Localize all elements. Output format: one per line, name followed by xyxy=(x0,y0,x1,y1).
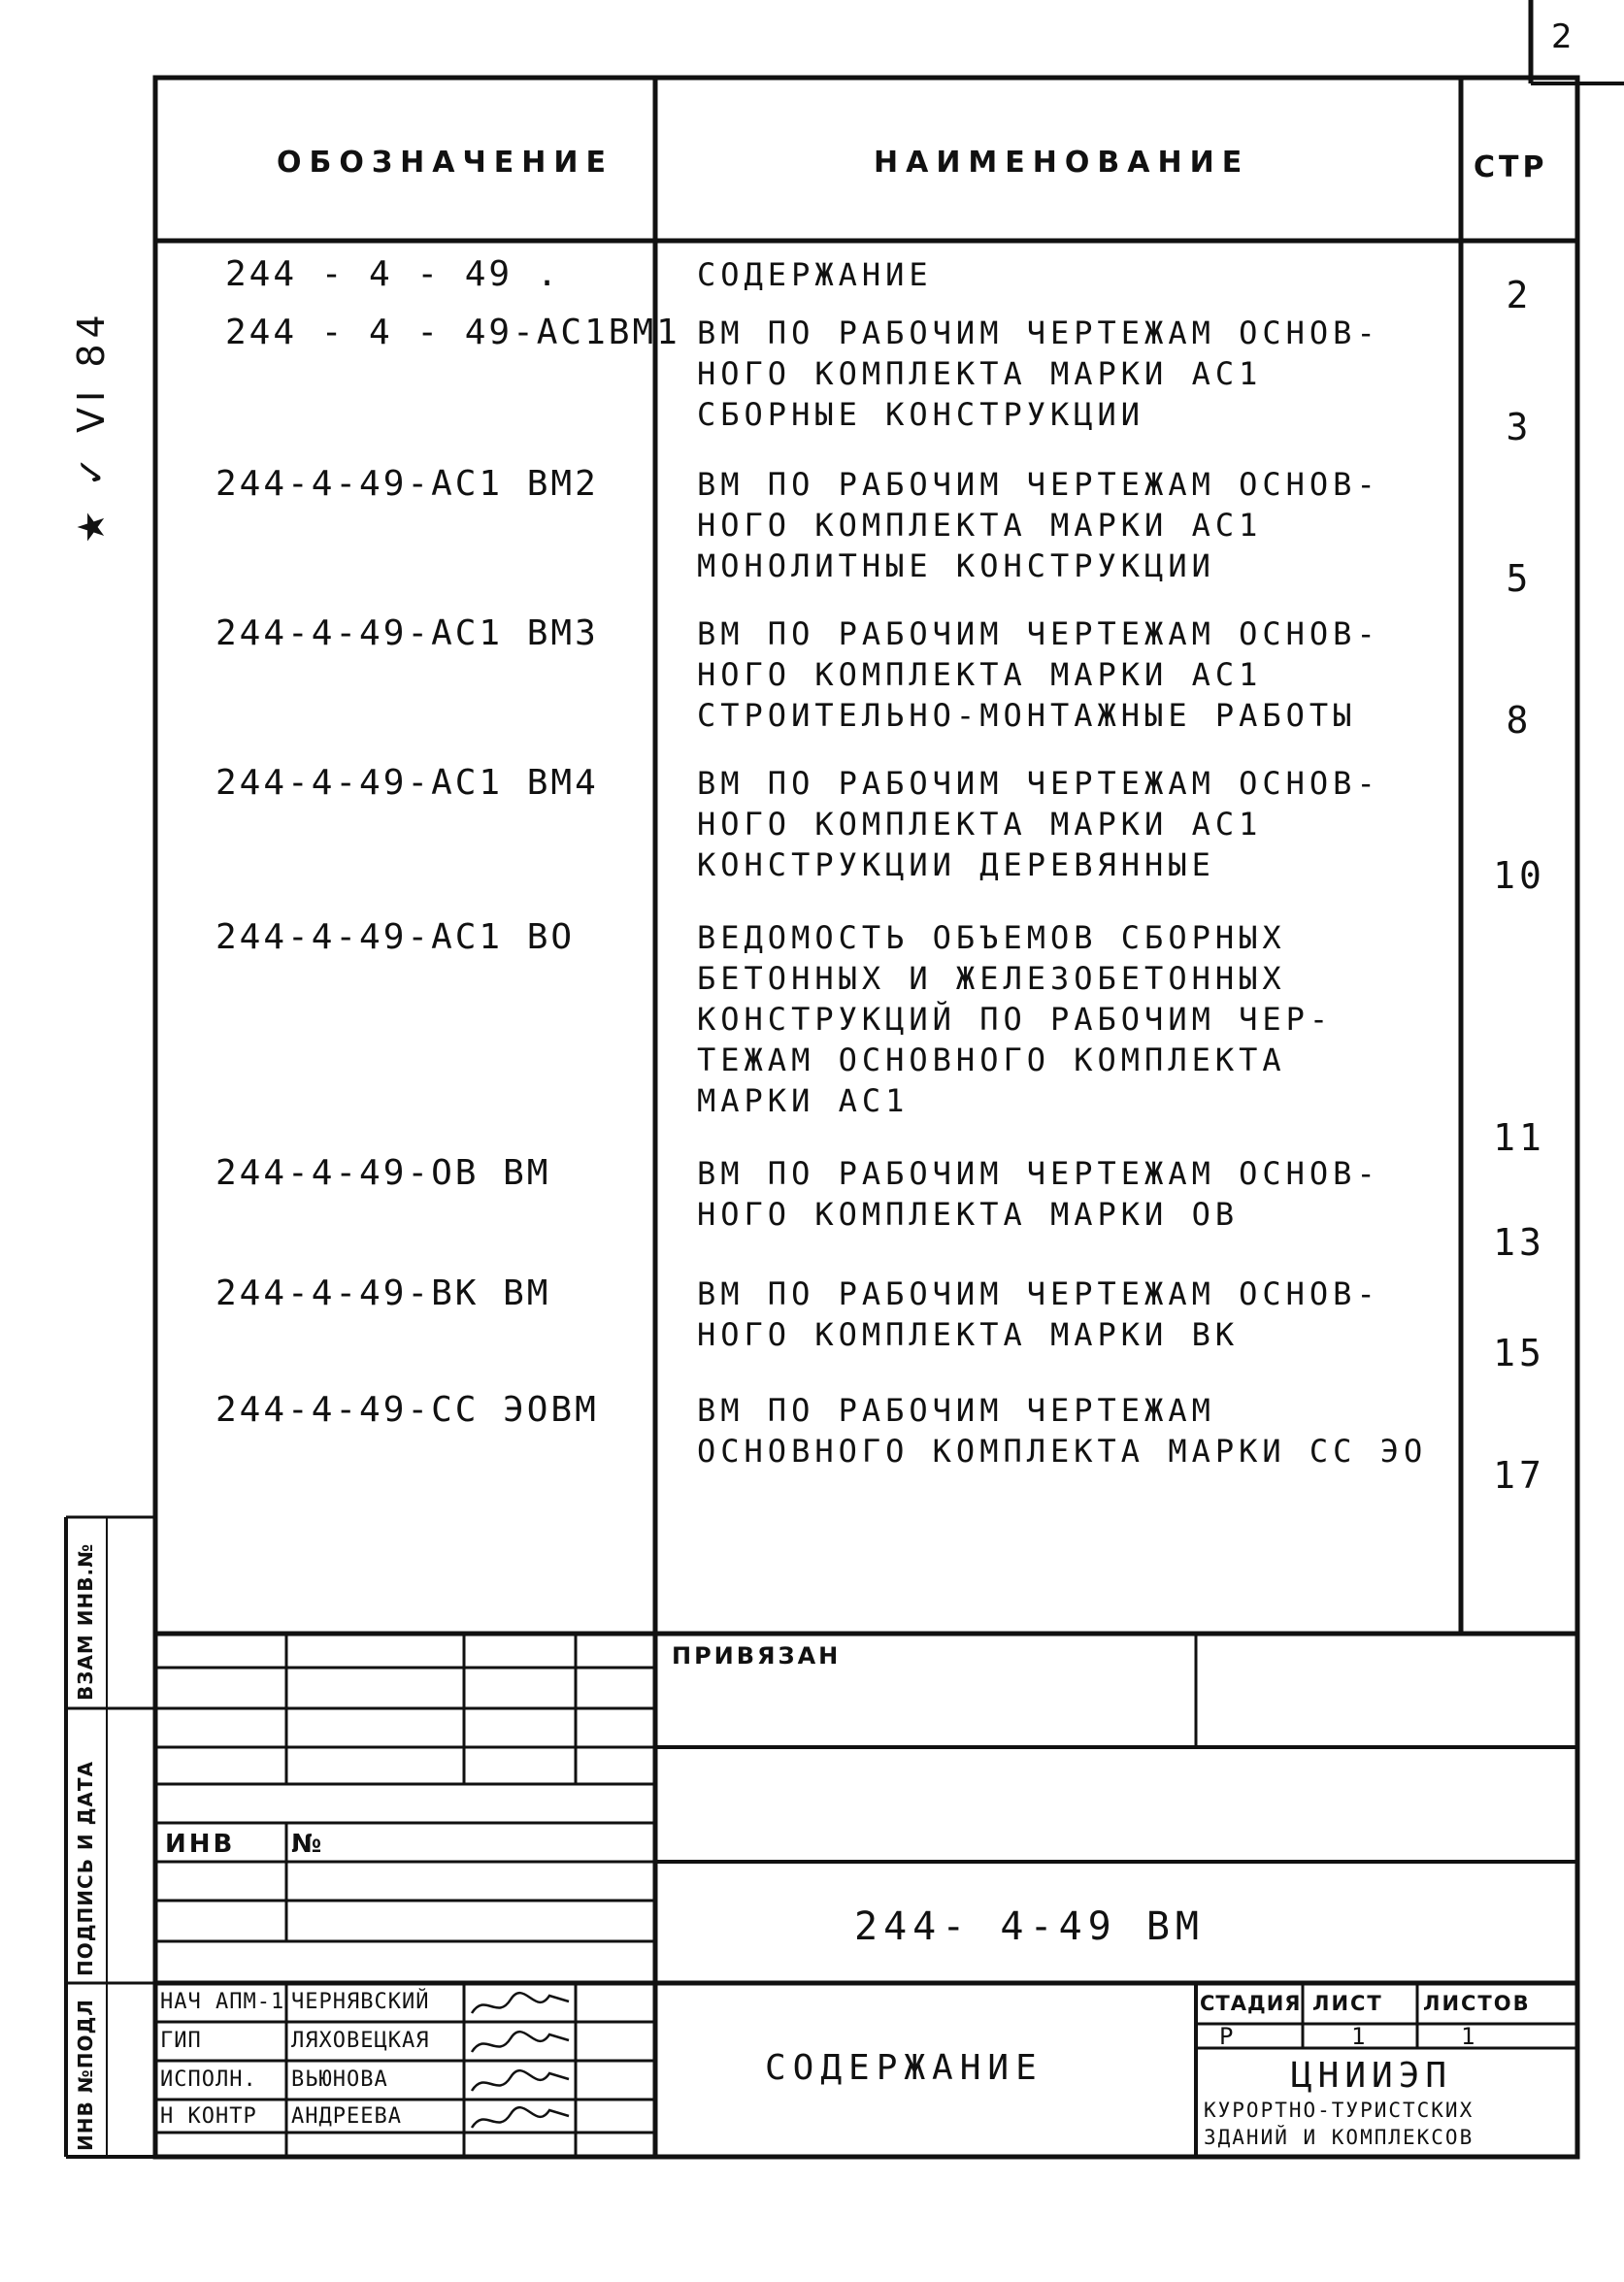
row-page: 15 xyxy=(1493,1332,1545,1374)
row-page: 10 xyxy=(1493,854,1545,897)
row-title xyxy=(697,917,1454,1121)
stage-value: Р xyxy=(1219,2023,1238,2050)
signer-name: АНДРЕЕВА xyxy=(291,2104,402,2129)
signature-scribble xyxy=(468,1988,575,2023)
row-page: 2 xyxy=(1506,274,1533,316)
row-title-line: НОГО КОМПЛЕКТА МАРКИ АС1 xyxy=(697,355,1263,392)
row-code: 244-4-49-АС1 ВМ4 xyxy=(215,763,599,803)
signature-scribble xyxy=(468,2027,575,2062)
org-line2: КУРОРТНО-ТУРИСТСКИХ xyxy=(1204,2099,1475,2122)
signature-scribble xyxy=(468,2102,575,2137)
row-title-line: БЕТОННЫХ И ЖЕЛЕЗОБЕТОННЫХ xyxy=(697,960,1286,997)
org-line3: ЗДАНИЙ И КОМПЛЕКСОВ xyxy=(1204,2126,1475,2149)
header-page: СТР xyxy=(1474,150,1548,184)
row-title-line: ОСНОВНОГО КОМПЛЕКТА МАРКИ СС ЭО xyxy=(697,1433,1428,1470)
row-title-line: ВМ ПО РАБОЧИМ ЧЕРТЕЖАМ ОСНОВ- xyxy=(697,615,1380,652)
row-title-line: СБОРНЫЕ КОНСТРУКЦИИ xyxy=(697,396,1145,433)
row-title xyxy=(697,313,1454,435)
row-page: 11 xyxy=(1493,1116,1545,1159)
row-title xyxy=(697,613,1454,736)
row-code: 244 - 4 - 49 . xyxy=(225,254,561,294)
org-name: ЦНИИЭП xyxy=(1291,2056,1453,2096)
row-title-line: НОГО КОМПЛЕКТА МАРКИ АС1 xyxy=(697,507,1263,544)
row-title-line: КОНСТРУКЦИЙ ПО РАБОЧИМ ЧЕР- xyxy=(697,1001,1334,1038)
row-title-line: КОНСТРУКЦИИ ДЕРЕВЯННЫЕ xyxy=(697,846,1215,883)
margin-sign-date: ПОДПИСЬ И ДАТА xyxy=(74,1760,97,1976)
row-title-line: ВМ ПО РАБОЧИМ ЧЕРТЕЖАМ ОСНОВ- xyxy=(697,1155,1380,1192)
row-title-line: ВМ ПО РАБОЧИМ ЧЕРТЕЖАМ ОСНОВ- xyxy=(697,1275,1380,1312)
doc-title: СОДЕРЖАНИЕ xyxy=(765,2048,1044,2088)
signer-role: ГИП xyxy=(160,2029,202,2053)
sheets-label: ЛИСТОВ xyxy=(1423,1992,1531,2015)
signer-role: НАЧ АПМ-1 xyxy=(160,1990,285,2014)
row-title-line: НОГО КОМПЛЕКТА МАРКИ АС1 xyxy=(697,656,1263,693)
signer-role: Н КОНТР xyxy=(160,2104,257,2129)
stage-label: СТАДИЯ xyxy=(1200,1992,1302,2015)
signature-scribble xyxy=(468,2066,575,2100)
margin-replace-inv: ВЗАМ ИНВ.№ xyxy=(74,1542,97,1701)
row-page: 13 xyxy=(1493,1221,1545,1264)
row-code: 244-4-49-АС1 ВМ2 xyxy=(215,464,599,504)
row-title-line: ВМ ПО РАБОЧИМ ЧЕРТЕЖАМ ОСНОВ- xyxy=(697,314,1380,351)
row-code: 244-4-49-АС1 ВО xyxy=(215,917,576,957)
margin-stamp: ★ ✓ VI 84 xyxy=(70,309,113,544)
row-title-line: ВМ ПО РАБОЧИМ ЧЕРТЕЖАМ ОСНОВ- xyxy=(697,466,1380,503)
row-page: 8 xyxy=(1506,699,1533,742)
signer-name: ЛЯХОВЕЦКАЯ xyxy=(291,2029,430,2053)
row-code: 244-4-49-АС1 ВМ3 xyxy=(215,613,599,653)
signer-role: ИСПОЛН. xyxy=(160,2067,257,2092)
row-page: 17 xyxy=(1493,1454,1545,1497)
row-title xyxy=(697,464,1454,586)
no-label: № xyxy=(291,1830,330,1859)
row-title xyxy=(697,1153,1454,1235)
margin-inv-orig: ИНВ №ПОДЛ xyxy=(74,1999,97,2151)
row-title-line: МОНОЛИТНЫЕ КОНСТРУКЦИИ xyxy=(697,547,1215,584)
row-title-line: НОГО КОМПЛЕКТА МАРКИ АС1 xyxy=(697,806,1263,843)
header-designation: ОБОЗНАЧЕНИЕ xyxy=(277,146,613,180)
row-title-line: МАРКИ АС1 xyxy=(697,1082,910,1119)
row-code: 244-4-49-СС ЭОВМ xyxy=(215,1390,599,1430)
row-title-line: СТРОИТЕЛЬНО-МОНТАЖНЫЕ РАБОТЫ xyxy=(697,697,1357,734)
sheets-value: 1 xyxy=(1461,2023,1479,2050)
row-title-line: ВМ ПО РАБОЧИМ ЧЕРТЕЖАМ xyxy=(697,1392,1215,1429)
row-title-line: ТЕЖАМ ОСНОВНОГО КОМПЛЕКТА xyxy=(697,1042,1286,1078)
row-title xyxy=(697,1273,1454,1355)
row-title xyxy=(697,1390,1454,1472)
row-title-line: НОГО КОМПЛЕКТА МАРКИ ВК xyxy=(697,1316,1240,1353)
row-page: 5 xyxy=(1506,557,1533,600)
sheet-number: 2 xyxy=(1551,17,1573,56)
row-title-line: НОГО КОМПЛЕКТА МАРКИ ОВ xyxy=(697,1196,1240,1233)
row-code: 244 - 4 - 49-АС1ВМ1 xyxy=(225,313,680,352)
sheet-value: 1 xyxy=(1351,2023,1370,2050)
header-name: НАИМЕНОВАНИЕ xyxy=(874,146,1250,180)
row-title-line: ВМ ПО РАБОЧИМ ЧЕРТЕЖАМ ОСНОВ- xyxy=(697,765,1380,802)
row-code: 244-4-49-ОВ ВМ xyxy=(215,1153,551,1193)
bound-label: ПРИВЯЗАН xyxy=(672,1642,842,1670)
row-title xyxy=(697,763,1454,885)
signer-name: ВЬЮНОВА xyxy=(291,2067,388,2092)
row-page: 3 xyxy=(1506,406,1533,448)
sheet-label: ЛИСТ xyxy=(1312,1992,1383,2015)
doc-code: 244- 4-49 ВМ xyxy=(854,1904,1205,1949)
row-title xyxy=(697,254,1454,295)
inv-label: ИНВ xyxy=(165,1830,236,1859)
row-title-line: СОДЕРЖАНИЕ xyxy=(697,256,933,293)
row-title-line: ВЕДОМОСТЬ ОБЪЕМОВ СБОРНЫХ xyxy=(697,919,1286,956)
row-code: 244-4-49-ВК ВМ xyxy=(215,1273,551,1313)
signer-name: ЧЕРНЯВСКИЙ xyxy=(291,1990,430,2014)
